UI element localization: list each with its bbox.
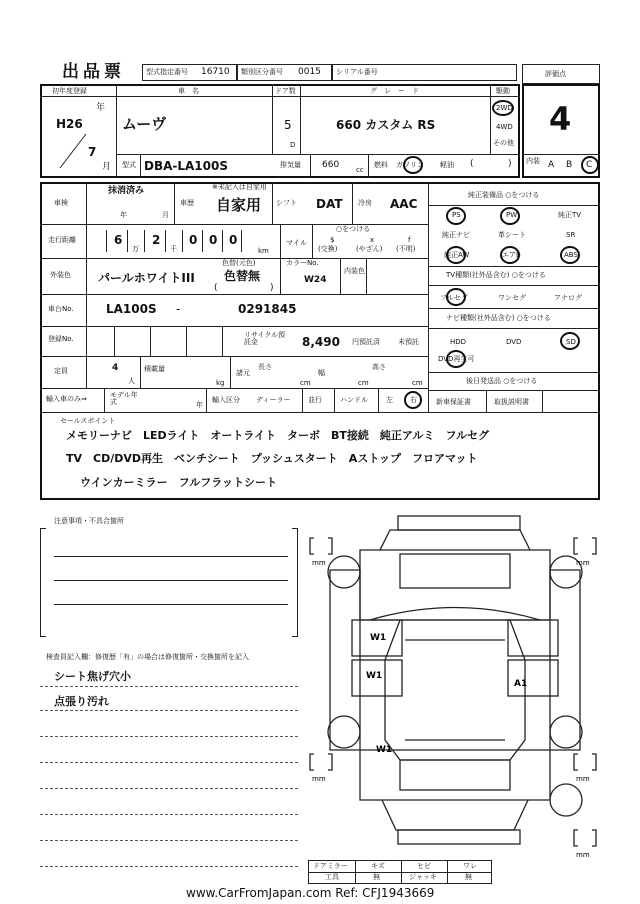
doors-unit: D bbox=[290, 141, 296, 149]
damage-mark-3: W1 bbox=[376, 745, 393, 755]
equip-sr: SR bbox=[566, 231, 576, 239]
dvd-playback-circle bbox=[446, 350, 466, 368]
car-name-label: 車 名 bbox=[178, 87, 199, 95]
width-label: 幅 bbox=[318, 369, 325, 377]
grade-value: 660 カスタム RS bbox=[336, 118, 436, 132]
interior-b: B bbox=[566, 160, 573, 170]
equip-pw-circle bbox=[500, 207, 520, 225]
mileage-label: 走行距離 bbox=[48, 236, 76, 244]
fuel-label: 燃料 bbox=[374, 161, 388, 169]
equip-aw: 純正AW bbox=[444, 251, 470, 259]
opt-f: f bbox=[408, 236, 411, 244]
model-label: 型式 bbox=[122, 161, 136, 169]
serial-label: シリアル番号 bbox=[336, 68, 378, 76]
circle-note: ○をつける bbox=[336, 225, 371, 233]
damage-mark-2: W1 bbox=[366, 671, 383, 681]
mileage-digit-4-text: 0 bbox=[209, 233, 218, 247]
chassis-number: 0291845 bbox=[238, 302, 297, 316]
opt-unknown: (不明) bbox=[396, 245, 416, 253]
mile-label: マイル bbox=[286, 239, 307, 247]
tv-oneseg: ワンセグ bbox=[498, 294, 526, 302]
interior-a: A bbox=[548, 160, 555, 170]
mileage-digit-2 bbox=[144, 230, 166, 252]
grade-col-label: グ レ ー ド bbox=[370, 87, 419, 95]
height-label: 高さ bbox=[372, 363, 386, 371]
nav-sd-circle bbox=[560, 332, 580, 350]
color-label: 外装色 bbox=[50, 271, 71, 279]
first-reg-year: H26 bbox=[56, 117, 83, 131]
color-no-value: W24 bbox=[304, 275, 327, 285]
car-damage-diagram bbox=[300, 510, 610, 860]
diesel-paren-close: ) bbox=[508, 159, 512, 169]
ac-label: 冷房 bbox=[358, 199, 372, 207]
tv-analog: アナログ bbox=[554, 294, 582, 302]
mm-label-1: mm bbox=[312, 559, 326, 567]
reg-no-label: 登録No. bbox=[48, 335, 74, 343]
shift-value: DAT bbox=[316, 197, 343, 211]
diesel-label: 軽油 bbox=[440, 161, 454, 169]
caution-box bbox=[40, 528, 298, 636]
mileage-digit-5 bbox=[222, 230, 242, 252]
load-label: 積載量 bbox=[144, 365, 165, 373]
displacement-label: 排気量 bbox=[280, 161, 301, 169]
mileage-digit-5-text: 0 bbox=[229, 233, 238, 247]
inspection-month: 月 bbox=[162, 211, 169, 219]
mileage-digit-1 bbox=[106, 230, 128, 252]
man-unit: 万 bbox=[132, 245, 139, 253]
equip-tv: 純正TV bbox=[558, 211, 582, 219]
width-unit: cm bbox=[358, 379, 369, 387]
recycle-label: リサイクル預託金 bbox=[244, 331, 286, 346]
model-cert-box bbox=[142, 64, 237, 81]
handle-label: ハンドル bbox=[340, 396, 368, 404]
color-no-label: カラーNo. bbox=[286, 259, 319, 267]
equip-abs: ABS bbox=[564, 251, 578, 259]
shift-label: シフト bbox=[276, 199, 297, 207]
tv-fullseg: フルセグ bbox=[440, 294, 468, 302]
tv-fullseg-circle bbox=[446, 288, 466, 306]
model-value: DBA-LA100S bbox=[144, 159, 228, 173]
model-year-unit: 年 bbox=[196, 401, 203, 409]
opt-x: x bbox=[370, 236, 375, 244]
after-warranty: 新車保証書 bbox=[436, 398, 471, 406]
nav-hdd: HDD bbox=[450, 338, 467, 346]
handle-right: 右 bbox=[410, 396, 417, 404]
dealer-option: ディーラー bbox=[256, 396, 291, 404]
equip-airbag: エアB bbox=[502, 251, 521, 259]
recycle-value: 8,490 bbox=[302, 335, 340, 349]
equip-aw-circle bbox=[446, 246, 466, 264]
not-filled-note: ※未記入は自家用 bbox=[212, 183, 267, 191]
color-change-paren-open: ( bbox=[214, 283, 218, 293]
grade-score-label: 評価点 bbox=[545, 70, 566, 78]
height-unit: cm bbox=[412, 379, 423, 387]
diesel-paren: ( bbox=[470, 159, 474, 169]
interior-color-label: 内装色 bbox=[344, 267, 365, 275]
handle-left: 左 bbox=[386, 396, 393, 404]
recycle-unit: 円預託済 bbox=[352, 338, 380, 346]
class-label: 類別区分番号 bbox=[241, 68, 283, 76]
equip-pw: PW bbox=[506, 211, 518, 219]
tools-header-4: ワレ bbox=[463, 862, 477, 870]
drive-2wd: 2WD bbox=[496, 104, 513, 112]
chassis-dash: - bbox=[176, 302, 181, 316]
handle-right-circle bbox=[404, 391, 422, 409]
equip-navi: 純正ナビ bbox=[442, 231, 470, 239]
tools-table bbox=[308, 860, 492, 884]
doors-value: 5 bbox=[284, 118, 292, 132]
mileage-digit-3-text: 0 bbox=[189, 233, 198, 247]
length-unit: cm bbox=[300, 379, 311, 387]
caution-label: 注意事項・不具合箇所 bbox=[54, 517, 124, 525]
drive-2wd-circle bbox=[492, 100, 514, 116]
mileage-digit-2-text: 2 bbox=[152, 233, 161, 247]
history-label: 車歴 bbox=[180, 199, 194, 207]
import-label: 輸入車のみ⇒ bbox=[46, 395, 87, 403]
mileage-digit-3 bbox=[182, 230, 202, 252]
inspector-note-1: シート焦げ穴小 bbox=[54, 670, 131, 683]
inspector-label: 検査員記入欄：修復歴「有」の場合は修復箇所・交換箇所を記入 bbox=[46, 653, 249, 661]
sheet-title: 出品票 bbox=[62, 62, 125, 82]
opt-exchange: (交換) bbox=[318, 245, 338, 253]
month-unit: 月 bbox=[102, 162, 112, 172]
equip-ps: PS bbox=[452, 211, 461, 219]
class-value: 0015 bbox=[298, 67, 321, 77]
dims-label: 諸元 bbox=[236, 369, 250, 377]
interior-grade-label: 内装 bbox=[526, 157, 540, 165]
model-year-label: モデル年式 bbox=[110, 391, 138, 406]
grade-score: 4 bbox=[549, 100, 572, 138]
km-unit: km bbox=[258, 247, 269, 255]
model-cert-label: 型式指定番号 bbox=[146, 68, 188, 76]
year-unit: 年 bbox=[96, 103, 106, 113]
inspection-value: 抹消済み bbox=[108, 186, 145, 196]
serial-box bbox=[332, 64, 517, 81]
drive-4wd: 4WD bbox=[496, 123, 513, 131]
chassis-label: 車台No. bbox=[48, 305, 74, 313]
chassis-prefix: LA100S bbox=[106, 302, 157, 316]
load-unit: kg bbox=[216, 379, 225, 387]
capacity-value: 4 bbox=[112, 363, 119, 373]
inspection-label: 車検 bbox=[54, 199, 68, 207]
equip-abs-circle bbox=[560, 246, 580, 264]
tools-header-3: ヒビ bbox=[417, 862, 431, 870]
interior-c: C bbox=[586, 160, 593, 170]
after-title: 後日発送品 ○をつける bbox=[466, 377, 538, 385]
sales-label: セールスポイント bbox=[60, 417, 116, 425]
color-change-label: 色替(元色) bbox=[222, 259, 256, 267]
displacement-value: 660 bbox=[322, 160, 340, 170]
equip-ps-circle bbox=[446, 207, 466, 225]
drive-other: その他 bbox=[493, 139, 514, 147]
tools-cell-2: 無 bbox=[373, 873, 380, 881]
drive-label: 駆動 bbox=[496, 87, 510, 95]
tools-header-1: ドアミラー bbox=[313, 862, 348, 870]
parallel-option: 並行 bbox=[308, 396, 322, 404]
nav-dvd: DVD bbox=[506, 338, 522, 346]
mm-label-4: mm bbox=[576, 775, 590, 783]
mm-label-5: mm bbox=[576, 851, 590, 859]
date-divider-slash bbox=[50, 118, 110, 173]
mm-label-2: mm bbox=[576, 559, 590, 567]
nav-sd: SD bbox=[566, 338, 576, 346]
recycle-not: 未預託 bbox=[398, 338, 419, 346]
cc-unit: cc bbox=[356, 166, 364, 174]
car-name: ムーヴ bbox=[122, 115, 167, 133]
fuel-circle bbox=[403, 156, 423, 174]
class-box bbox=[237, 64, 332, 81]
tools-cell-4: 無 bbox=[465, 873, 472, 881]
inspector-note-2: 点張り汚れ bbox=[54, 695, 109, 708]
sales-line-2: TV CD/DVD再生 ベンチシート プッシュスタート Aストップ フロアマット bbox=[66, 452, 478, 465]
grade-score-label-box bbox=[522, 64, 600, 84]
damage-mark-1: W1 bbox=[370, 633, 387, 643]
equipment-title: 純正装備品 ○をつける bbox=[468, 191, 540, 199]
fuel-value: ガソリン bbox=[396, 161, 424, 169]
color-change-value: 色替無 bbox=[224, 269, 261, 283]
damage-mark-4: A1 bbox=[514, 679, 528, 689]
dvd-playback: DVD再生可 bbox=[438, 355, 475, 363]
equip-leather: 革シート bbox=[498, 231, 526, 239]
tools-cell-3: ジャッキ bbox=[409, 873, 437, 881]
capacity-label: 定員 bbox=[54, 367, 68, 375]
length-label: 長さ bbox=[258, 363, 272, 371]
model-cert-value: 16710 bbox=[201, 67, 230, 77]
history-value: 自家用 bbox=[216, 196, 262, 214]
color-change-paren-close: ) bbox=[270, 283, 274, 293]
capacity-unit: 人 bbox=[128, 377, 135, 385]
footer-watermark: www.CarFromJapan.com Ref: CFJ1943669 bbox=[186, 886, 435, 900]
sen-unit: 千 bbox=[170, 245, 177, 253]
first-reg-label: 初年度登録 bbox=[52, 87, 87, 95]
sales-line-3: ウインカーミラー フルフラットシート bbox=[80, 476, 278, 489]
sales-line-1: メモリーナビ LEDライト オートライト ターボ BT接続 純正アルミ フルセグ bbox=[66, 429, 489, 442]
opt-tampered: (やざん) bbox=[356, 245, 383, 253]
tools-header-2: キズ bbox=[371, 862, 385, 870]
inspection-year: 年 bbox=[120, 211, 127, 219]
mileage-digit-4 bbox=[202, 230, 222, 252]
mileage-digit-1-text: 6 bbox=[114, 233, 123, 247]
opt-dollar: $ bbox=[330, 236, 335, 244]
ac-value: AAC bbox=[390, 197, 418, 211]
interior-c-circle bbox=[581, 156, 599, 174]
doors-label: ドア数 bbox=[275, 87, 296, 95]
color-value: パールホワイトIII bbox=[98, 271, 195, 285]
mm-label-3: mm bbox=[312, 775, 326, 783]
nav-title: ナビ種類(社外品含む) ○をつける bbox=[446, 314, 551, 322]
tv-title: TV種類(社外品含む) ○をつける bbox=[446, 271, 546, 279]
first-reg-month: 7 bbox=[88, 145, 97, 159]
import-class-label: 輸入区分 bbox=[212, 396, 240, 404]
after-manual: 取扱説明書 bbox=[494, 398, 529, 406]
tools-cell-1: 工具 bbox=[325, 873, 339, 881]
equip-airbag-circle bbox=[500, 246, 520, 264]
